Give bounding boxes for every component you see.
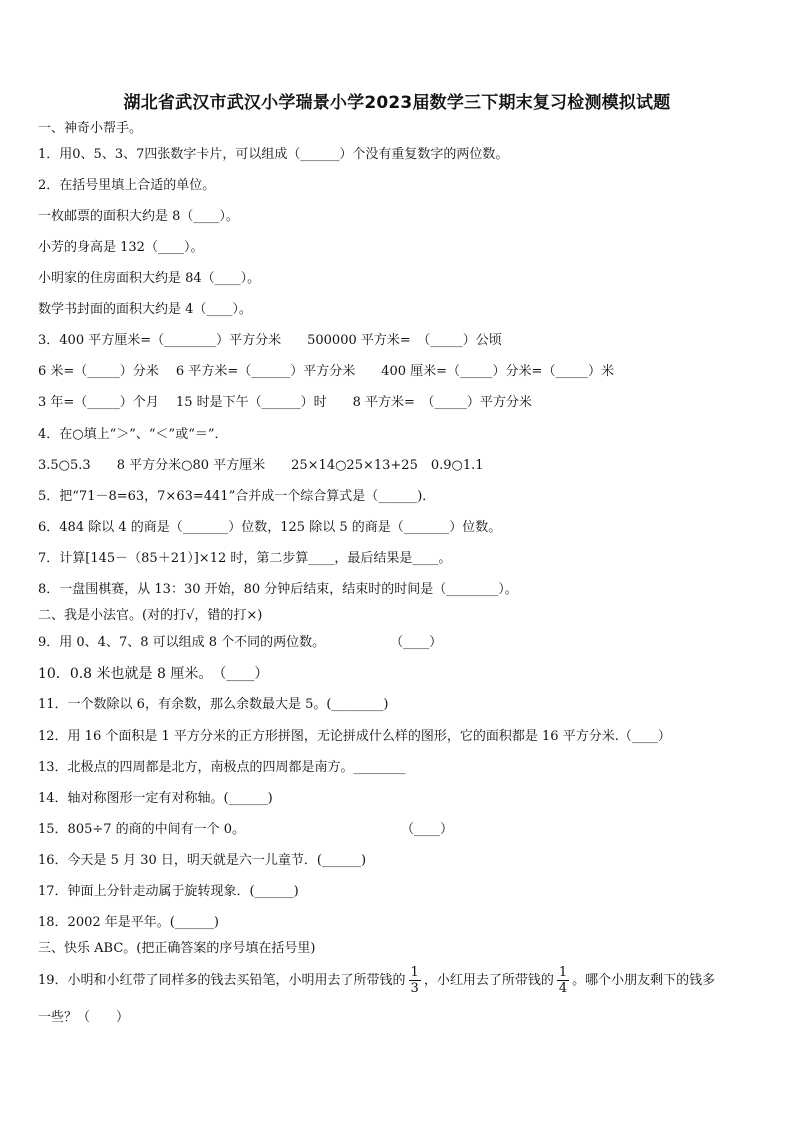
fraction-numerator: 1 [410, 965, 419, 980]
section-heading-1: 一、神奇小帮手。 [38, 121, 143, 136]
question-18: 18．2002 年是平年。(______) [38, 915, 219, 930]
question-19-text: 。哪个小朋友剩下的钱多 [572, 973, 716, 988]
section-heading-2: 二、我是小法官。(对的打√，错的打×) [38, 608, 263, 623]
question-2-item: 一枚邮票的面积大约是 8（____）。 [38, 209, 239, 224]
question-8: 8．一盘围棋赛，从 13：30 开始，80 分钟后结束，结束时的时间是（________）。 [38, 582, 518, 597]
question-4: 4．在○填上“＞”、“＜”或“＝”． [38, 427, 228, 442]
question-3: 3．400 平方厘米=（________）平方分米 500000 平方米= （_____）公顷 [38, 333, 502, 348]
question-17: 17．钟面上分针走动属于旋转现象．(______) [38, 884, 299, 899]
fraction-denominator: 4 [558, 981, 568, 996]
question-1: 1．用0、5、3、7四张数字卡片，可以组成（______）个没有重复数字的两位数。 [38, 147, 509, 162]
fraction-numerator: 1 [558, 965, 568, 980]
question-11: 11．一个数除以 6，有余数，那么余数最大是 5。(________) [38, 697, 389, 712]
question-9: 9．用 0、4、7、8 可以组成 8 个不同的两位数。 （____） [38, 635, 443, 650]
page-title: 湖北省武汉市武汉小学瑞景小学2023届数学三下期末复习检测模拟试题 [123, 93, 671, 113]
question-3-row: 6 米=（_____）分米 6 平方米=（______）平方分米 400 厘米=（_____）分米=（_____）米 [38, 364, 614, 379]
question-5: 5．把“71－8=63，7×63=441”合并成一个综合算式是（______)． [38, 489, 436, 504]
question-16: 16．今天是 5 月 30 日，明天就是六一儿童节．(______) [38, 853, 367, 868]
question-10: 10．0.8 米也就是 8 厘米。 （____） [38, 666, 269, 682]
question-12: 12．用 16 个面积是 1 平方分米的正方形拼图，无论拼成什么样的图形，它的面积都是 16 平方分米.（____） [38, 729, 671, 744]
question-2: 2．在括号里填上合适的单位。 [38, 178, 216, 193]
question-19 [38, 961, 715, 1001]
question-2-item: 小明家的住房面积大约是 84（____）。 [38, 271, 261, 286]
question-3-row: 3 年=（_____）个月 15 时是下午（______）时 8 平方米= （_____）平方分米 [38, 395, 532, 410]
section-heading-3: 三、快乐 ABC。(把正确答案的序号填在括号里) [38, 941, 316, 956]
question-19-text: ，小红用去了所带钱的 [423, 973, 554, 988]
question-6: 6．484 除以 4 的商是（_______）位数，125 除以 5 的商是（_______）位数。 [38, 520, 502, 535]
question-2-item: 小芳的身高是 132（____）。 [38, 240, 204, 255]
fraction-denominator: 3 [410, 981, 419, 996]
fraction-one-quarter [557, 965, 569, 996]
fraction-one-third [409, 965, 421, 996]
question-7: 7．计算[145－（85＋21）]×12 时，第二步算____，最后结果是____。 [38, 551, 452, 566]
question-19-continued: 一些？（ ） [38, 1010, 130, 1025]
question-19-text: 19．小明和小红带了同样多的钱去买铅笔，小明用去了所带钱的 [38, 973, 406, 988]
question-13: 13．北极点的四周都是北方，南极点的四周都是南方。________ [38, 760, 406, 775]
question-14: 14．轴对称图形一定有对称轴。(______) [38, 791, 273, 806]
question-15: 15．805÷7 的商的中间有一个 0。 （____） [38, 822, 454, 837]
question-4-row: 3.5○5.3 8 平方分米○80 平方厘米 25×14○25×13+25 0.9○1.1 [38, 458, 484, 473]
question-2-item: 数学书封面的面积大约是 4（____）。 [38, 302, 252, 317]
